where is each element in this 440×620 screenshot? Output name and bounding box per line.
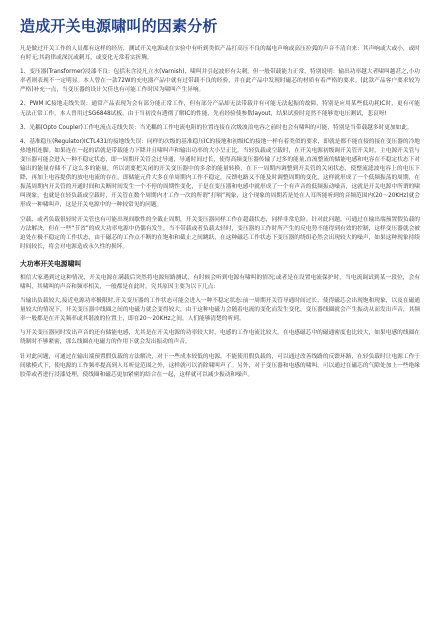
page-title: 造成开关电源啸叫的因素分析 bbox=[20, 17, 218, 35]
section-title-high-power: 大功率开关电源啸叫 bbox=[20, 259, 82, 268]
item-transformer-paragraph: 1、变压器(Transformer)浸漆不良：包括未含浸凡立水(Varnish)，啸叫并引起波形有尖刺，但一般带载能力正常，特别说明：输出功率越大者啸叫越甚之,小功率者则表现不一定明显。本人曾在一款72W的充电器产品中就有过带载不良的经验，并在此产品中发现时磁芯的材质有着严格的要求。(此款产品客户要求较为严格)补充一点，当变压器的设计欠佳也有可能工作时因为啸叫产生异响。 bbox=[20, 69, 420, 94]
item-opto-coupler-paragraph: 3、光耦(Opto Coupler)工作电流点走线失误：当光耦的工作电流电阻的位置连接在次级波浪电容之前时也会有啸叫的可能，特别是当带载越多时更加如此。 bbox=[20, 124, 413, 131]
section-paragraph-1: 相信大家遇到过这种情况，开关电源在满载后突然将电源短路测试，有时候会听到电源有啸叫的情况;或者是在设置电流保护时，当电流调试到某一段位，会有啸叫，其啸叫的声音和频率相关，一般都是在此时，究其原因主要为以下几点： bbox=[20, 274, 420, 290]
item-regulator-paragraph: 4、基准稳压(Regulator)ICTL431的接地线失误：同样的次级的基准稳压IC的接地和初级IC的接地一样有着类似的要求，即就是都不能直接的接在变压器的冷地热地相连脚。如果连在一起的话就是带载能力下降并且啸叫声和输出功率的大小呈正比。当轻负载或空载时，在开关电源初级调开关管开关时，主电源开关管与变压器可能会进入一种不稳定状态，即一周期开关管会过导通，导通时间过长，使得高频变压器传输了过多的能量,直流整流的储能电感和电容在不稳定状态下对输出的能量存储不了这么多的能量，所以需要把关闭的开关变压器中的多余的能量转换，在下一周期内调整到开关管的关闭状态，使整流滤波电容上的电压下降，再加上电容提供的放电电流的存在，即储能元件大多在单周期内工作不稳定，反馈电路又不能及时调整周期的变化，这样就形成了一个低频振荡的周期，在振荡周期内开关管的开通时间和关断时间发生一个不停的周期性变化，于是在变压器和电感中就形成了一个有声音的低频振动噪音，这就是开关电源中所谓的啸叫现象，也就是在轻负载或空载时，开关管在数个周期内才工作一次的所谓“打嗝”现象，这个现象的周期若是处在人耳所能听到的音频范围内(20～20KHz)就会形成一种啸叫声，这是开关电源中的一种较常见的问题。 bbox=[20, 138, 420, 209]
section-paragraph-4: 针对此问题，可通过在输出端预置假负载的方法解决，对于一些成本较低的电源，不能使用假负载的，可以通过改善线路的反馈环路，在轻负载时让电源工作于间歇模式下，使电源的工作频率提高到人耳听觉范围之外，这样就可以消除啸叫声了。另外，对于变压器和电感的啸叫，可以通过在磁芯的气隙处加上一些绝缘胶带或者进行浸漆处理，使线圈和磁芯更加紧密的结合在一起，这样就可以减少振动和噪声。 bbox=[20, 353, 420, 378]
section-paragraph-3: 与开关变压器同时发出声音的还有储能电感，尤其是在开关电源的功率较大时，电感的工作电流比较大，在电感磁芯中的磁通密度也比较大，如果电感的线圈在绕制时不够紧密，那么线圈在电磁力的作用下就会发出振动的声音。 bbox=[20, 330, 420, 346]
item-pwm-ic-paragraph: 2、PWM IC接地走线失误：通常产品表现为会有部分能正常工作，但有部分产品却无法带载并有可能无法起振的故障，特别是应用某些低功耗IC时，更有可能无法正常工作。本人曾用过SG6848试板，由于当初没有透彻了解IC的性能，先看经验使参数layout，结果试验时竟然不能够宽电压测试，悲哀呀! bbox=[20, 101, 420, 117]
section-paragraph-2: 当输出负载较大,接近电源功率极限时,开关变压器的工作状态可能会进入一种不稳定状态:前一周期开关管导通时间过长，使得磁芯会出现饱和现象，以及在磁通量较大的情况下，开关变压器中线圈之间的电磁力就会变得较大，由于这种电磁力会随着电流的变化而发生变化，变压器线圈就会产生振动从而发出声音，其频率一般都是在开关频率或其谐波的位置上，即在20～20KHz之间，人们能够清楚的听到。 bbox=[20, 298, 420, 323]
intro-paragraph: 凡是做过开关工作的人员都有这样的经历，测试开关电源或在实验中有听到类似产品打高压不良的漏电声响或高压拉弧的声音不清自来：其声响或大或小，或时有时无;其韵律或深沉或刺耳，或变化无常着实折腾。 bbox=[20, 46, 420, 62]
light-load-paragraph: 空载、或者负载很轻时开关管也有可能出现间歇性的全截止周期，开关变压器同样工作在超载状态，同样非常危险。针对此问题，可通过在输出端预置假负载的方法解决，但在一些“节省”的成大功率电源中仍偶有发生，当不带载或者负载太轻时，变压器的工作时所产生的反电势不能得到有效的控制，这样变压器就会被迫处在极不稳定的工作状态，由于磁芯的工作点不断的在饱和和截止之间跳跃，在这种磁芯工作状态下变压器的绕组必然会出现较大的噪声，如果这种现象持续时间较长，将会对电源造成永久性的损坏。 bbox=[20, 216, 420, 250]
